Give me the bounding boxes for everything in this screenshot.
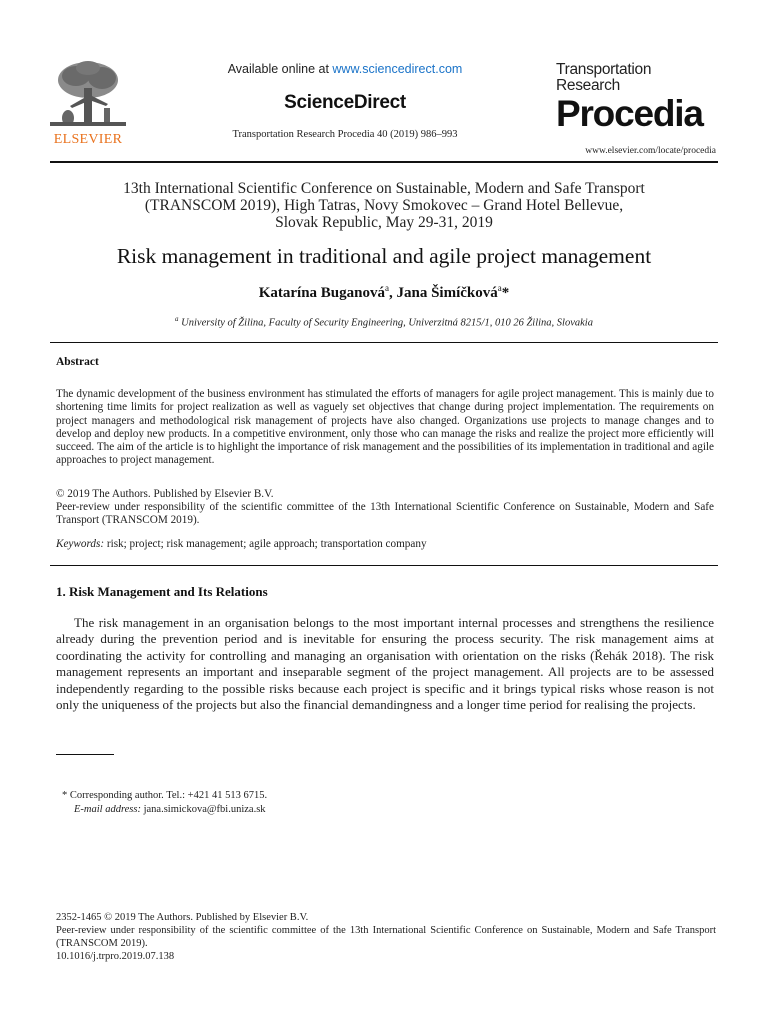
affiliation-marker: a (385, 283, 389, 293)
email-note (74, 804, 266, 815)
elsevier-wordmark: ELSEVIER (53, 132, 123, 147)
affiliation (60, 315, 708, 329)
journal-reference: Transportation Research Procedia 40 (2019) 986–993 (232, 129, 458, 140)
affiliation-marker: a (497, 283, 502, 293)
journal-url[interactable]: www.elsevier.com/locate/procedia (585, 146, 716, 156)
available-online-line (150, 62, 540, 76)
doi[interactable]: 10.1016/j.trpro.2019.07.138 (56, 951, 175, 962)
elsevier-tree-icon (46, 58, 130, 132)
peer-review-footer: Peer-review under responsibility of the scientific committee of the 13th International Scientific Conference on Sustainable, Modern and Safe Transport (TRANSCOM 2019). (56, 925, 716, 949)
abstract-heading: Abstract (56, 356, 99, 368)
section-body: The risk management in an organisation belongs to the most important internal processes and strengthens the resilience already during the prevention period and is inevitable for ensuring the process security. The risk management aims at coordinating the activity for controlling and managing an organisation with orientation on the risks (Řehák 2018). The risk management represents an important and inseparable segment of the project management. All projects are to be assessed independently regarding to the possible risks because each project is specific and it brings typical risks whose reason is not only the uniqueness of the projects but also the financial demandingness and a longer time period for realising the projects. (56, 615, 714, 713)
peer-review-notice: Peer-review under responsibility of the scientific committee of the 13th International Scientific Conference on Sustainable, Modern and Safe Transport (TRANSCOM 2019). (56, 501, 714, 527)
copyright-notice: © 2019 The Authors. Published by Elsevier B.V. (56, 488, 274, 500)
email-label: E-mail address: (74, 804, 141, 815)
sciencedirect-brand: ScienceDirect (284, 92, 406, 113)
author-list (60, 283, 708, 302)
conference-line2: (TRANSCOM 2019), High Tatras, Novy Smokovec – Grand Hotel Bellevue, (144, 197, 624, 214)
author-name: Katarína Buganová (258, 285, 385, 301)
article-title: Risk management in traditional and agile project management (116, 244, 652, 268)
keywords-label: Keywords: (56, 538, 105, 550)
elsevier-logo (46, 58, 130, 148)
keywords-list: risk; project; risk management; agile approach; transportation company (104, 538, 427, 550)
author-name: Jana Šimíčková (396, 285, 498, 301)
sciencedirect-link[interactable]: www.sciencedirect.com (332, 62, 463, 76)
affiliation-text: University of Žilina, Faculty of Security Engineering, Univerzitná 8215/1, 010 26 Žilina, Slovakia (178, 317, 593, 329)
abstract-divider-top (50, 342, 718, 343)
journal-name-line2: Research (556, 77, 620, 94)
journal-name-line1: Transportation (556, 61, 652, 78)
corresponding-author-note: * Corresponding author. Tel.: +421 41 513 6715. (62, 790, 268, 801)
journal-logo (556, 62, 716, 134)
issn-line: 2352-1465 © 2019 The Authors. Published by Elsevier B.V. (56, 912, 309, 923)
conference-info (70, 180, 698, 231)
email-address[interactable]: jana.simickova@fbi.uniza.sk (140, 804, 266, 815)
affiliation-marker: a (175, 315, 179, 323)
abstract-divider-bottom (50, 565, 718, 566)
header-divider (50, 161, 718, 163)
corresponding-marker: * (501, 285, 510, 301)
footnote-divider (56, 754, 114, 755)
conference-line3: Slovak Republic, May 29-31, 2019 (275, 214, 493, 231)
abstract-text: The dynamic development of the business environment has stimulated the efforts of managers for agile project management. This is mainly due to shortening time limits for project realization as well as vaguely set objectives that change during project implementation. The requirements on project managers and methodological risk management of projects have also changed. Organizations use projects to manage changes and to develop and deploy new products. In a competitive environment, only those who can manage the risks and realize the project more efficiently will succeed. The aim of the article is to highlight the importance of risk management and the possibilities of its implementation in traditional and agile approaches to project management. (56, 388, 714, 467)
section-heading: 1. Risk Management and Its Relations (56, 584, 268, 599)
conference-line1: 13th International Scientific Conference on Sustainable, Modern and Safe Transport (123, 180, 645, 197)
author-separator: , (389, 285, 397, 301)
keywords (56, 538, 714, 550)
journal-name-line3: Procedia (556, 93, 703, 134)
available-prefix: Available online at (227, 62, 333, 76)
